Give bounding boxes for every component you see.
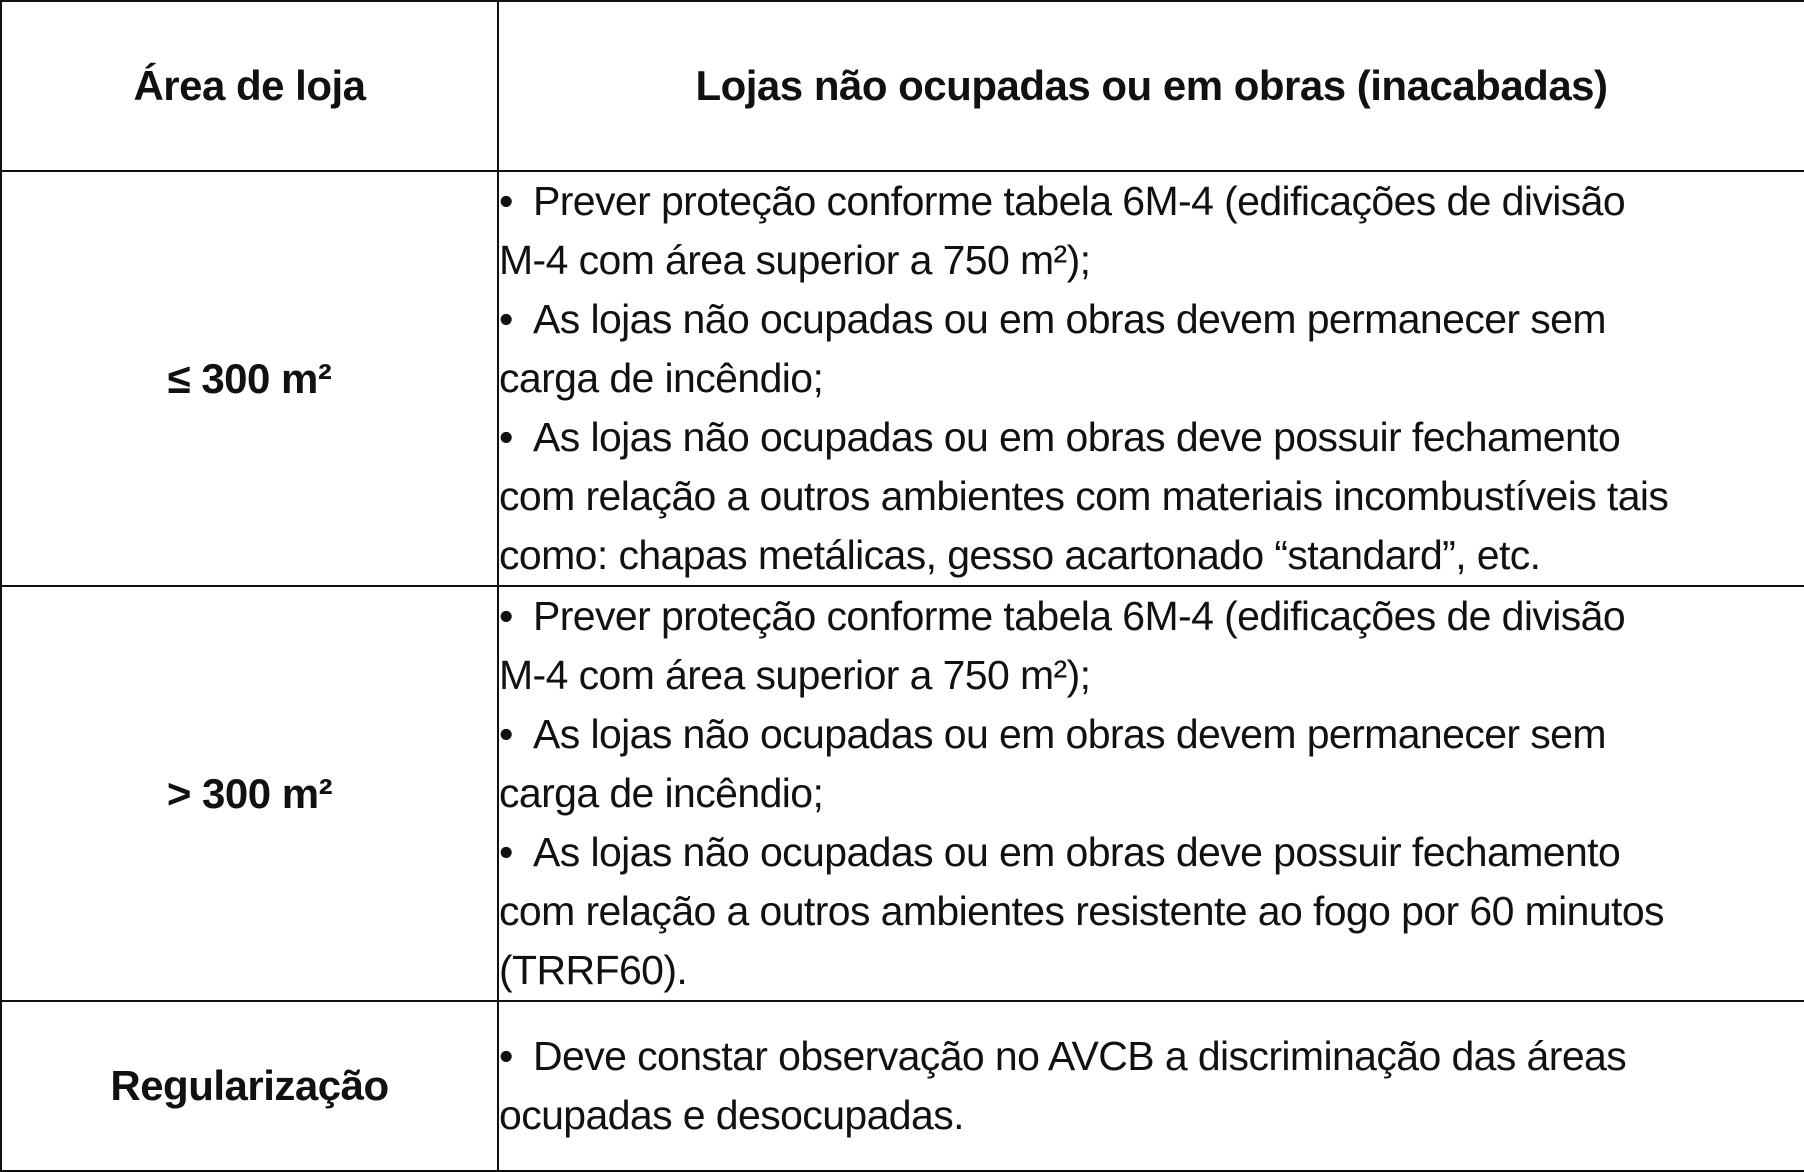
description-line [499,587,1804,646]
description-line: M-4 com área superior a 750 m²); [499,652,1091,698]
bullet-text: As lojas não ocupadas ou em obras devem permanecer sem [533,711,1606,757]
description-line: M-4 com área superior a 750 m²); [499,237,1091,283]
bullet-text: As lojas não ocupadas ou em obras deve possuir fechamento [533,414,1621,460]
table-row-up-to-300 [1,171,1804,586]
bullet-text: As lojas não ocupadas ou em obras devem permanecer sem [533,296,1606,342]
bullet-icon: • [499,829,513,875]
description-line: carga de incêndio; [499,355,824,401]
description-line [499,172,1804,231]
description-line: como: chapas metálicas, gesso acartonado “standard”, etc. [499,532,1541,578]
description-line: com relação a outros ambientes resistente ao fogo por 60 minutos [499,888,1664,934]
description-line: com relação a outros ambientes com materiais incombustíveis tais [499,473,1669,519]
header-area: Área de loja [1,1,498,171]
bullet-icon: • [499,593,513,639]
bullet-text: As lojas não ocupadas ou em obras deve possuir fechamento [533,829,1621,875]
bullet-icon: • [499,178,513,224]
description-line: carga de incêndio; [499,770,824,816]
header-description: Lojas não ocupadas ou em obras (inacabadas) [498,1,1804,171]
description-line: (TRRF60). [499,947,688,993]
area-cell: ≤ 300 m² [1,171,498,586]
description-line [499,408,1804,467]
bullet-icon: • [499,414,513,460]
bullet-text: Prever proteção conforme tabela 6M-4 (edificações de divisão [533,593,1626,639]
description-cell [498,171,1804,586]
bullet-text: Deve constar observação no AVCB a discriminação das áreas [533,1033,1627,1079]
description-cell [498,586,1804,1001]
description-line [499,1027,1804,1086]
description-line: ocupadas e desocupadas. [499,1092,964,1138]
bullet-text: Prever proteção conforme tabela 6M-4 (edificações de divisão [533,178,1626,224]
bullet-icon: • [499,1033,513,1079]
area-cell: Regularização [1,1001,498,1171]
area-cell: > 300 m² [1,586,498,1001]
description-line [499,290,1804,349]
bullet-icon: • [499,711,513,757]
description-line [499,823,1804,882]
table-header-row [1,1,1804,171]
description-cell [498,1001,1804,1171]
bullet-icon: • [499,296,513,342]
table-row-over-300 [1,586,1804,1001]
table-row-regularizacao [1,1001,1804,1171]
description-line [499,705,1804,764]
